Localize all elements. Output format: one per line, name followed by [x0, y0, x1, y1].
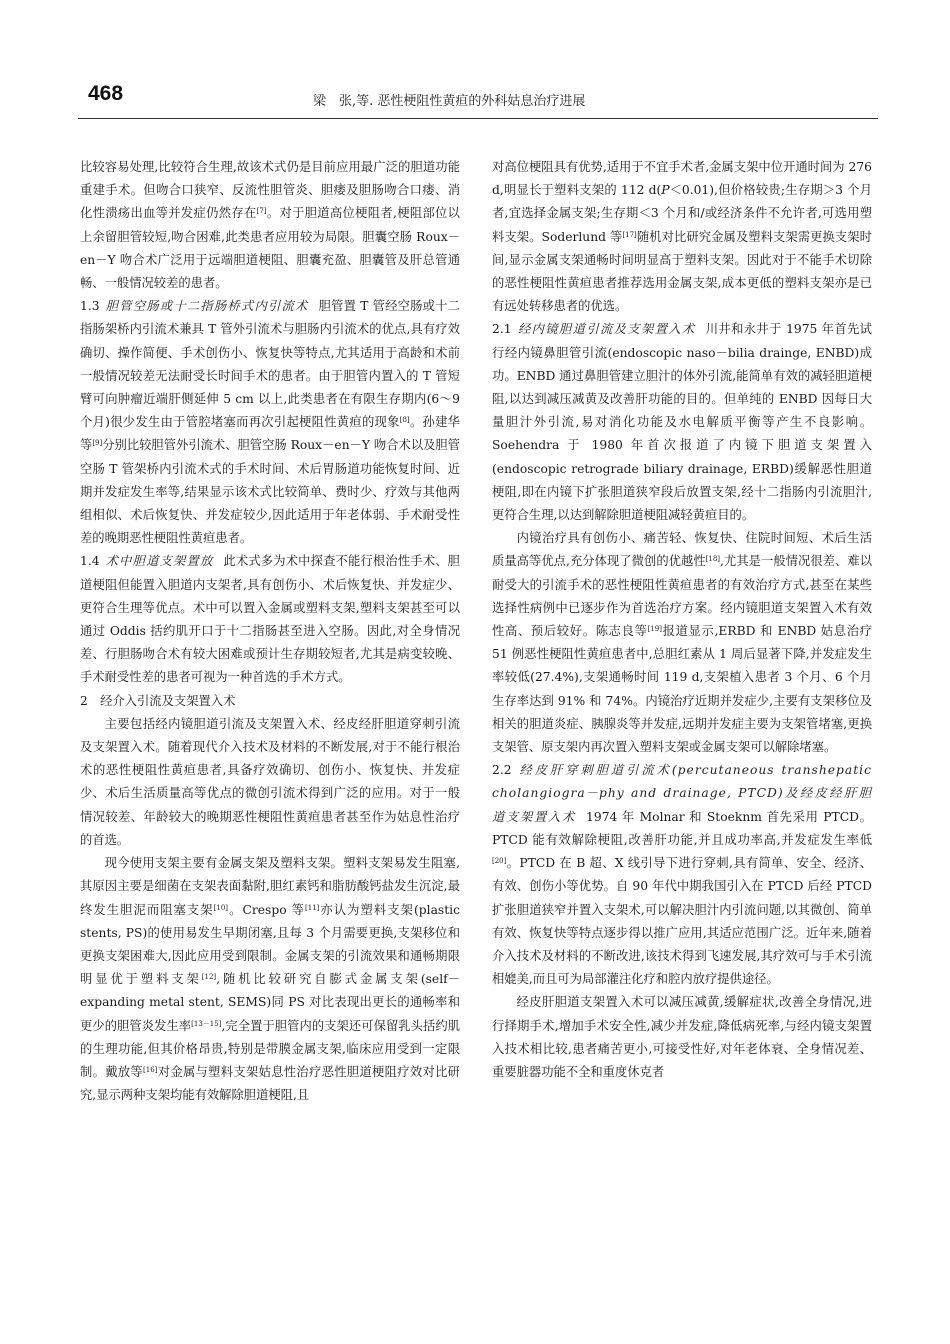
page-number: 468 — [88, 82, 124, 105]
running-title: 梁 张,等. 恶性梗阻性黄疸的外科姑息治疗进展 — [313, 94, 586, 109]
header-rule — [78, 118, 878, 119]
citation: [20] — [492, 857, 507, 866]
paragraph: 对高位梗阻具有优势,适用于不宜手术者,金属支架中位开通时间为 276 d,明显长于塑料支架的 112 d(P＜0.01),但价格较贵;生存期＞3 个月者,宜选择金属支架;生存期＜3 个月和/或经济条件不允许者,可选用塑料支架。Soderlund 等[17]随机对比研究金属及塑料支架需更换支架时间,显示金属支架通畅时间明显高于塑料支架。因此对于不能手术切除的恶性梗阻性黄疸患者推荐选用金属支架,成本更低的塑料支架亦是已有远处转移患者的优选。 — [492, 160, 872, 314]
citation: [13－15] — [191, 1019, 222, 1028]
citation: [7] — [256, 207, 267, 216]
paragraph: 比较容易处理,比较符合生理,故该术式仍是目前应用最广泛的胆道功能重建手术。但吻合口狭窄、反流性胆管炎、胆瘘及胆肠吻合口瘘、消化性溃疡出血等并发症仍然存在[7]。对于胆道高位梗阻者,梗阻部位以上余留胆管较短,吻合困难,此类患者应用较为局限。胆囊空肠 Roux－en－Y 吻合术广泛用于远端胆道梗阻、胆囊充盈、胆囊管及肝总管通畅、一般情况较差的患者。 — [80, 160, 460, 291]
section-number: 2.2 — [492, 763, 512, 778]
citation: [11] — [304, 903, 320, 912]
page-header — [78, 78, 878, 118]
citation: [9] — [92, 439, 103, 448]
section-heading: 术中胆道支架置放 — [105, 554, 214, 569]
paragraph: 主要包括经内镜胆道引流及支架置入术、经皮经肝胆道穿刺引流及支架置入术。随着现代介入技术及材料的不断发展,对于不能行根治术的恶性梗阻性黄疸患者,具备疗效确切、创伤小、恢复快、并发症少、术后生活质量高等优点的微创引流术得到广泛的应用。对于一般情况较差、年龄较大的晚期恶性梗阻性黄疸患者甚至作为姑息性治疗的首选。 — [80, 716, 460, 847]
section-number: 1.4 — [80, 554, 100, 569]
paragraph: 内镜治疗具有创伤小、痛苦轻、恢复快、住院时间短、术后生活质量高等优点,充分体现了微创的优越性[18],尤其是一般情况很差、难以耐受大的引流手术的恶性梗阻性黄疸患者的有效治疗方式,甚至在某些选择性病例中已逐步作为首选治疗方案。经内镜胆道支架置入术有效性高、预后较好。陈志良等[19]报道显示,ERBD 和 ENBD 姑息治疗 51 例恶性梗阻性黄疸患者中,总胆红素从 1 周后显著下降,并发症发生率较低(27.4%),支架通畅时间 119 d,支架植入患者 3 个月、6 个月生存率达到 91% 和 74%。内镜治疗近期并发症少,主要有支架移位及相关的胆道炎症、胰腺炎等并发症,远期并发症主要为支架管堵塞,更换支架管、原支架内再次置入塑料支架或金属支架可以解除堵塞。 — [492, 531, 872, 755]
section-2-1: 2.1 经内镜胆道引流及支架置入术 川井和永井于 1975 年首先试行经内镜鼻胆管引流(endoscopic naso－bilia drainge, ENBD)成功。ENBD 通过鼻胆管建立胆汁的体外引流,能简单有效的减轻胆道梗阻,以达到减压减黄及改善肝功能的目的。但单纯的 ENBD 因每日大量胆汁外引流,易对消化功能及水电解质平衡等产生不良影响。Soehendra 于 1980 年首次报道了内镜下胆道支架置入(endoscopic retrograde biliary drainage, ERBD)缓解恶性胆道梗阻,即在内镜下扩张胆道狭窄段后放置支架,经十二指肠内引流胆汁,更符合生理,以达到解除胆道梗阻减轻黄疸目的。 — [492, 322, 872, 523]
citation: [16] — [143, 1065, 158, 1074]
section-number: 1.3 — [80, 299, 100, 314]
citation: [17] — [622, 230, 637, 239]
section-heading: 经内镜胆道引流及支架置入术 — [517, 322, 696, 337]
section-2-2: 2.2 经皮肝穿刺胆道引流术(percutaneous transhepatic cholangiogra－phy and drainage, PTCD)及经皮经肝胆道支架置入术 1974 年 Molnar 和 Stoeknm 首先采用 PTCD。PTCD 能有效解除梗阻,改善肝功能,并且成功率高,并发症发生率低[20]。PTCD 在 B 超、X 线引导下进行穿刺,具有简单、安全、经济、有效、创伤小等优势。自 90 年代中期我国引入在 PTCD 后经 PTCD 扩张胆道狭窄并置入支架术,可以解决胆汁内引流问题,以其微创、简单有效、恢复快等特点逐步得以推广应用,其适应范围广泛。近年来,随着介入技术及材料的不断改进,该技术得到飞速发展,其疗效可与手术引流相媲美,而且可为局部灌注化疗和腔内放疗提供途径。 — [492, 763, 872, 987]
paragraph: 经皮肝胆道支架置入术可以减压减黄,缓解症状,改善全身情况,进行择期手术,增加手术安全性,减少并发症,降低病死率,与经内镜支架置入技术相比较,患者痛苦更小,可接受性好,对年老体衰、全身情况差、重要脏器功能不全和重度休克者 — [492, 995, 872, 1079]
section-1-3: 1.3 胆管空肠或十二指肠桥式内引流术 胆管置 T 管经空肠或十二指肠架桥内引流术兼具 T 管外引流术与胆肠内引流术的优点,具有疗效确切、操作简便、手术创伤小、恢复快等特点,尤其适用于高龄和术前一般情况较差无法耐受长时间手术的患者。由于胆管内置入的 T 管短臂可向肿瘤近端肝侧延伸 5 cm 以上,此类患者在有限生存期内(6～9 个月)很少发生由于管腔堵塞而再次引起梗阻性黄疸的现象[8]。孙建华等[9]分别比较胆管外引流术、胆管空肠 Roux－en－Y 吻合术以及胆管空肠 T 管架桥内引流术式的手术时间、术后胃肠道功能恢复时间、近期并发症发生率等,结果显示该术式比较简单、费时少、疗效与其他两组相似、术后恢复快、并发症较少,因此适用于年老体弱、手术耐受性差的晚期恶性梗阻性黄疸患者。 — [80, 299, 461, 546]
section-1-4: 1.4 术中胆道支架置放 此术式多为术中探查不能行根治性手术、胆道梗阻但能置入胆道内支架者,具有创伤小、术后恢复快、并发症少、更符合生理等优点。术中可以置入金属或塑料支架,塑料支架甚至可以通过 Oddis 括约肌开口于十二指肠甚至进入空肠。因此,对全身情况差、行胆肠吻合术有较大困难或预计生存期较短者,尤其是病变较晚、手术耐受性差的患者可视为一种首选的手术方式。 — [80, 554, 460, 685]
citation: [12] — [201, 973, 217, 982]
right-column — [492, 156, 872, 1084]
citation: [18] — [705, 555, 721, 564]
citation: [10] — [213, 903, 229, 912]
left-column — [80, 156, 460, 1107]
citation: [8] — [399, 416, 410, 425]
section-heading: 经皮肝穿刺胆道引流术(percutaneous transhepatic cholangiogra－phy and drainage, PTCD)及经皮经肝胆道支架置入术 — [492, 763, 872, 824]
paragraph: 现今使用支架主要有金属支架及塑料支架。塑料支架易发生阻塞,其原因主要是细菌在支架表面黏附,胆红素钙和脂肪酸钙盐发生沉淀,最终发生胆泥而阻塞支架[10]。Crespo 等[11]亦认为塑料支架(plastic stents, PS)的使用易发生早期闭塞,且每 3 个月需要更换,支架移位和更换支架困难大,因此应用受到限制。金属支架的引流效果和通畅期限明显优于塑料支架[12],随机比较研究自膨式金属支架(self－expanding metal stent, SEMS)同 PS 对比表现出更长的通畅率和更少的胆管炎发生率[13－15],完全置于胆管内的支架还可保留乳头括约肌的生理功能,但其价格昂贵,特别是带膜金属支架,临床应用受到一定限制。戴放等[16]对金属与塑料支架姑息性治疗恶性胆道梗阻疗效对比研究,显示两种支架均能有效解除胆道梗阻,且 — [80, 856, 460, 1103]
citation: [19] — [647, 625, 662, 634]
section-2-heading: 2 经介入引流及支架置入术 — [80, 693, 236, 708]
section-heading: 胆管空肠或十二指肠桥式内引流术 — [105, 299, 309, 314]
section-number: 2.1 — [492, 322, 512, 337]
